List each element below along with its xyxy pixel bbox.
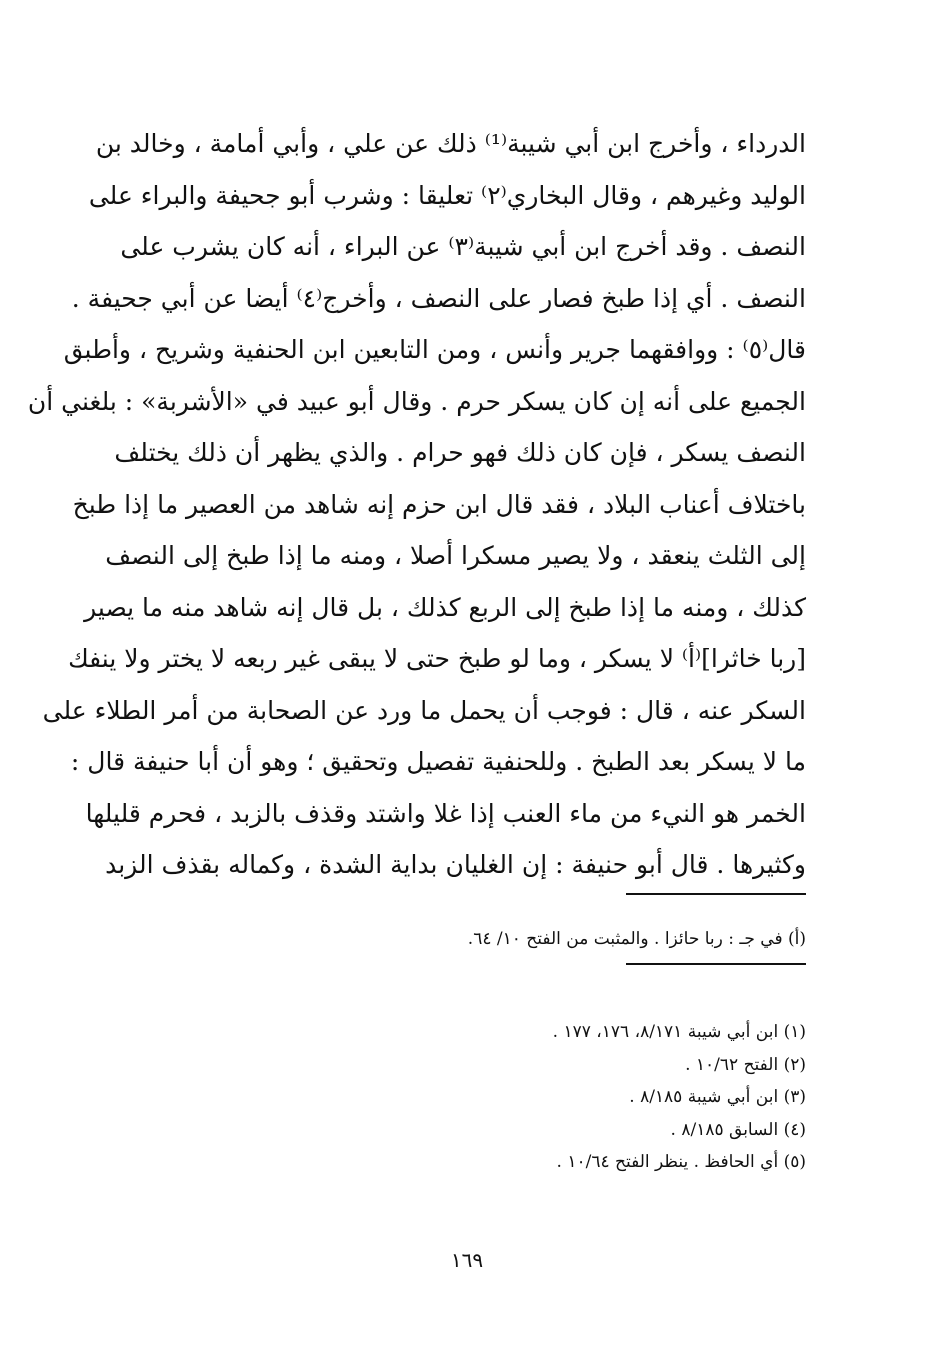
text-line: السكر عنه ، قال : فوجب أن يحمل ما ورد عن الصحابة من أمر الطلاء على [42, 695, 806, 725]
footnote-item: (٥) أي الحافظ . ينظر الفتح ١٠/٦٤ . [556, 1152, 806, 1172]
manuscript-note-divider [626, 893, 806, 895]
text-line: النصف يسكر ، فإن كان ذلك فهو حرام . والذي يظهر أن ذلك يختلف [114, 438, 806, 467]
main-text-block [27, 118, 806, 891]
text-line: وكثيرها . قال أبو حنيفة : إن الغليان بداية الشدة ، وكماله بقذف الزبد [105, 850, 806, 879]
text-line: [ربا خاثرا]⁽أ⁾ لا يسكر ، وما لو طبخ حتى لا يبقى غير ربعه لا يختر ولا ينفك [68, 644, 806, 673]
page-number: ١٦٩ [450, 1248, 484, 1272]
text-line: الدرداء ، وأخرج ابن أبي شيبة⁽¹⁾ ذلك عن علي ، وأبي أمامة ، وخالد بن [95, 129, 806, 158]
footnote-item: (٤) السابق ٨/١٨٥ . [670, 1119, 806, 1140]
text-line: ما لا يسكر بعد الطبخ . وللحنفية تفصيل وتحقيق ؛ وهو أن أبا حنيفة قال : [70, 747, 806, 776]
text-line: النصف . وقد أخرج ابن أبي شيبة⁽٣⁾ عن البراء ، أنه كان يشرب على [120, 232, 806, 261]
text-line: باختلاف أعناب البلاد ، فقد قال ابن حزم إنه شاهد من العصير ما إذا طبخ [72, 489, 806, 519]
text-line: كذلك ، ومنه ما إذا طبخ إلى الربع كذلك ، بل قال إنه شاهد منه ما يصير [84, 592, 806, 622]
text-line: النصف . أي إذا طبخ فصار على النصف ، وأخرج⁽٤⁾ أيضا عن أبي جحيفة . [71, 283, 806, 313]
footnote-item: (٣) ابن أبي شيبة ٨/١٨٥ . [629, 1087, 806, 1107]
footnote-item: (٢) الفتح ١٠/٦٢ . [685, 1054, 806, 1075]
footnotes-list [246, 1016, 806, 1179]
footnote-item: (١) ابن أبي شيبة ٨/١٧١، ١٧٦، ١٧٧ . [552, 1022, 806, 1042]
text-line: الجميع على أنه إن كان يسكر حرم . وقال أبو عبيد في «الأشربة» : بلغني أن [27, 386, 806, 416]
footnotes-divider [626, 963, 806, 965]
text-line: الوليد وغيرهم ، وقال البخاري⁽٢⁾ تعليقا : وشرب أبو جحيفة والبراء على [88, 180, 806, 210]
text-line: الخمر هو النيء من ماء العنب إذا غلا واشتد وقذف بالزبد ، فحرم قليلها [85, 798, 806, 828]
text-line: قال⁽٥⁾ : ووافقهما جرير وأنس ، ومن التابعين ابن الحنفية وشريح ، وأطبق [63, 335, 806, 364]
manuscript-note: (أ) في جـ : ربا حائزا . والمثبت من الفتح ١٠/ ٦٤. [467, 929, 806, 949]
text-line: إلى الثلث ينعقد ، ولا يصير مسكرا أصلا ، ومنه ما إذا طبخ إلى النصف [105, 541, 806, 570]
